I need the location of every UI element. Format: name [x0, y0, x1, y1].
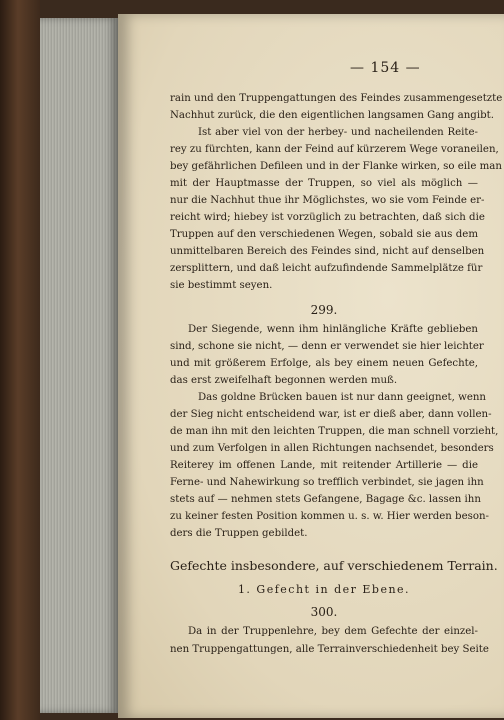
text-line: nen Truppengattungen, alle Terrainverschiedenheit bey Seite — [170, 644, 489, 655]
text-line: unmittelbaren Bereich des Feindes sind, nicht auf denselben — [170, 246, 485, 257]
text-line: de man ihn mit den leichten Truppen, die man schnell vorzieht, — [170, 426, 499, 437]
text-line: der Sieg nicht entscheidend war, ist er dieß aber, dann vollen- — [170, 409, 492, 420]
book-page — [118, 14, 504, 718]
text-line: ders die Truppen gebildet. — [170, 528, 308, 539]
text-line: nur die Nachhut thue ihr Möglichstes, wo sie vom Feinde er- — [170, 195, 485, 206]
text-line: sind, schone sie nicht, — denn er verwendet sie hier leichter — [170, 341, 484, 352]
section-number: 300. — [310, 605, 338, 619]
text-line: und zum Verfolgen in allen Richtungen nachsendet, besonders — [170, 443, 494, 454]
text-line: reicht wird; hiebey ist vorzüglich zu betrachten, daß sich die — [170, 212, 485, 223]
text-line: Da in der Truppenlehre, bey dem Gefechte der einzel- — [188, 626, 478, 637]
subsection-heading: 1. Gefecht in der Ebene. — [237, 583, 411, 596]
text-line: Truppen auf den verschiedenen Wegen, sobald sie aus dem — [170, 229, 478, 240]
text-line: Nachhut zurück, die den eigentlichen langsamen Gang angibt. — [170, 110, 494, 121]
text-line: Das goldne Brücken bauen ist nur dann geeignet, wenn — [198, 392, 486, 403]
text-line: sie bestimmt seyen. — [170, 280, 273, 291]
section-number: 299. — [310, 303, 338, 317]
text-line: mit der Hauptmasse der Truppen, so viel als möglich — — [170, 178, 478, 189]
book-spine — [0, 0, 40, 720]
text-line: rain und den Truppengattungen des Feindes zusammengesetzte — [170, 93, 503, 104]
text-line: zu keiner festen Position kommen u. s. w. Hier werden beson- — [170, 511, 489, 522]
text-line: Ist aber viel von der herbey- und nacheilenden Reite- — [198, 127, 478, 138]
text-line: zersplittern, und daß leicht aufzufindende Sammelplätze für — [170, 263, 483, 274]
text-line: Der Siegende, wenn ihm hinlängliche Kräfte geblieben — [188, 324, 478, 335]
text-line: Reiterey im offenen Lande, mit reitender Artillerie — die — [170, 460, 478, 471]
text-line: das erst zweifelhaft begonnen werden muß. — [170, 375, 398, 386]
text-line: bey gefährlichen Defileen und in der Flanke wirken, so eile man — [170, 161, 502, 172]
page-edges — [40, 18, 118, 713]
text-line: rey zu fürchten, kann der Feind auf kürzerem Wege voraneilen, — [170, 144, 499, 155]
section-heading: Gefechte insbesondere, auf verschiedenem Terrain. — [170, 558, 498, 573]
text-line: stets auf — nehmen stets Gefangene, Bagage &c. lassen ihn — [170, 494, 481, 505]
page-number: — 154 — — [350, 60, 421, 76]
text-line: und mit größerem Erfolge, als bey einem neuen Gefechte, — [170, 358, 478, 369]
text-line: Ferne- und Nahewirkung so trefflich verbindet, sie jagen ihn — [170, 477, 484, 488]
